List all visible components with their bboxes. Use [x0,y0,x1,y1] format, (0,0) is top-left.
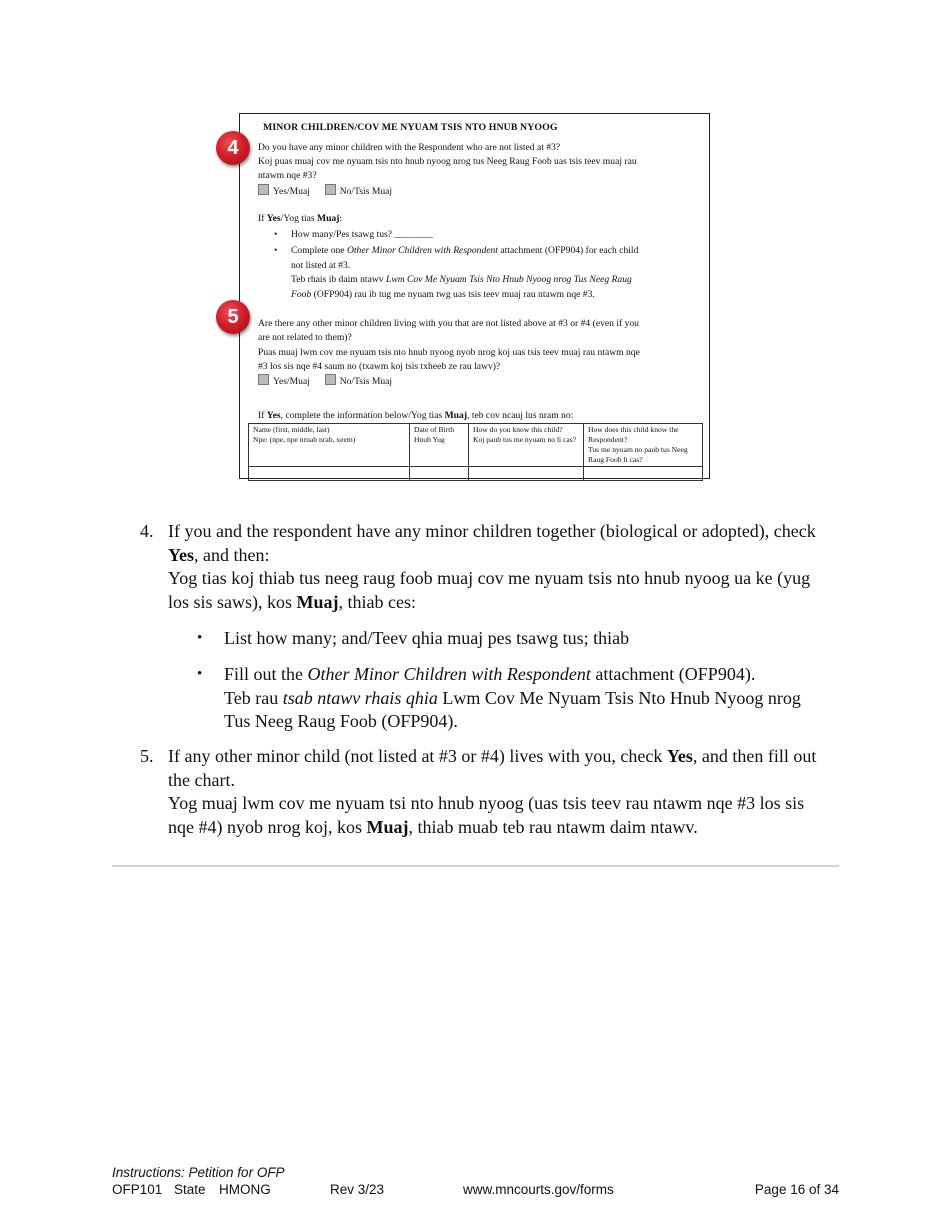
item-4-hmong: Yog tias koj thiab tus neeg raug foob muaj cov me nyuam tsis nto hnub nyoog ua ke (yug los sis saws), kos Muaj, thiab ces: [168,568,811,612]
table-header-cell: Date of Birth Hnub Yug [410,424,469,467]
table-header-row [249,424,703,467]
form-section-title: MINOR CHILDREN/COV ME NYUAM TSIS NTO HNUB NYOOG [263,122,558,133]
q5-question-hm-2: #3 los sis nqe #4 saum no (txawm koj tsis txheeb ze rau lawv)? [258,361,501,372]
q5-complete-info: If Yes, complete the information below/Yog tias Muaj, teb cov ncauj lus nram no: [258,410,574,421]
item-number: 5. [140,746,154,766]
step-5-badge: 5 [216,300,250,334]
children-info-table [248,423,703,481]
item-5-english: If any other minor child (not listed at #3 or #4) lives with you, check Yes, and then fill out the chart. [168,746,817,790]
table-header-cell: Name (first, middle, last) Npe: (npe, npe nruab nrab, xeem) [249,424,410,467]
q5-question-hm-1: Puas muaj lwm cov me nyuam tsis nto hnub nyoog nyob nrog koj uas tsis teev muaj rau ntawm nqe [258,347,640,358]
q5-no-label: No/Tsis Muaj [339,376,393,387]
item-4-english: If you and the respondent have any minor children together (biological or adopted), check Yes, and then: [168,521,816,565]
footer-page-number: Page 16 of 34 [754,1182,839,1197]
q4-bullet-complete: Complete one Other Minor Children with Respondent attachment (OFP904) for each child not listed at #3. [291,245,639,271]
q5-options [258,374,699,390]
table-header-cell: How does this child know the Respondent? Tus me nyuam no paub tus Neeg Raug Foob li cas? [584,424,703,467]
bullet-dot: • [274,245,278,256]
q4-no-label: No/Tsis Muaj [339,186,393,197]
footer-url[interactable]: www.mncourts.gov/forms [463,1182,614,1197]
q5-yes-checkbox[interactable] [258,374,269,385]
table-cell[interactable] [410,467,469,481]
q5-no-checkbox[interactable] [325,374,336,385]
q4-if-yes: If Yes/Yog tias Muaj: [258,213,343,224]
footer-language: HMONG [219,1182,271,1197]
bullet-fill-out-attachment: Fill out the Other Minor Children with Respondent attachment (OFP904). Teb rau tsab ntawv rhais qhia Lwm Cov Me Nyuam Tsis Nto Hnub Nyoog nrog Tus Neeg Raug Foob (OFP904). [224,664,801,731]
bullet-dot: • [197,630,203,646]
footer-state: State [174,1182,206,1197]
q4-no-checkbox[interactable] [325,184,336,195]
form-example-image [239,113,710,479]
bullet-dot: • [274,229,278,240]
table-cell[interactable] [469,467,584,481]
q4-yes-label: Yes/Muaj [273,186,310,197]
q4-yes-checkbox[interactable] [258,184,269,195]
q4-question-hm-1: Koj puas muaj cov me nyuam tsis nto hnub nyoog nrog tus Neeg Raug Foob uas tsis teev muaj rau [258,156,637,167]
page-footer [112,1164,839,1200]
q4-question-en: Do you have any minor children with the Respondent who are not listed at #3? [258,142,561,153]
table-row [249,467,703,481]
q5-question-en-2: are not related to them)? [258,332,352,343]
item-number: 4. [140,521,154,541]
table-header-cell: How do you know this child? Koj paub tus me nyuam no li cas? [469,424,584,467]
q4-question-hm-2: ntawm nqe #3? [258,170,317,181]
footer-revision: Rev 3/23 [330,1182,385,1197]
section-divider [112,865,839,867]
q5-question-en-1: Are there any other minor children living with you that are not listed above at #3 or #4 (even if you [258,318,639,329]
bullet-list-how-many: List how many; and/Teev qhia muaj pes tsawg tus; thiab [224,628,630,648]
q4-bullet-complete-hm: Teb rhais ib daim ntawv Lwm Cov Me Nyuam Tsis Nto Hnub Nyoog nrog Tus Neeg Raug Foob (OFP904) rau ib tug me nyuam twg uas tsis teev muaj rau ntawm nqe #3. [291,274,632,300]
bullet-dot: • [197,666,203,682]
q5-yes-label: Yes/Muaj [273,376,310,387]
table-cell[interactable] [249,467,410,481]
q4-bullet-how-many: How many/Pes tsawg tus? ________ [291,229,433,240]
q4-options [258,184,699,200]
table-cell[interactable] [584,467,703,481]
item-5-hmong: Yog muaj lwm cov me nyuam tsi nto hnub nyoog (uas tsis teev rau ntawm nqe #3 los sis nqe #4) nyob nrog koj, kos Muaj, thiab muab teb rau ntawm daim ntawv. [168,793,805,837]
step-4-badge: 4 [216,131,250,165]
footer-title: Instructions: Petition for OFP [112,1165,285,1180]
footer-form-code: OFP101 [112,1182,163,1197]
